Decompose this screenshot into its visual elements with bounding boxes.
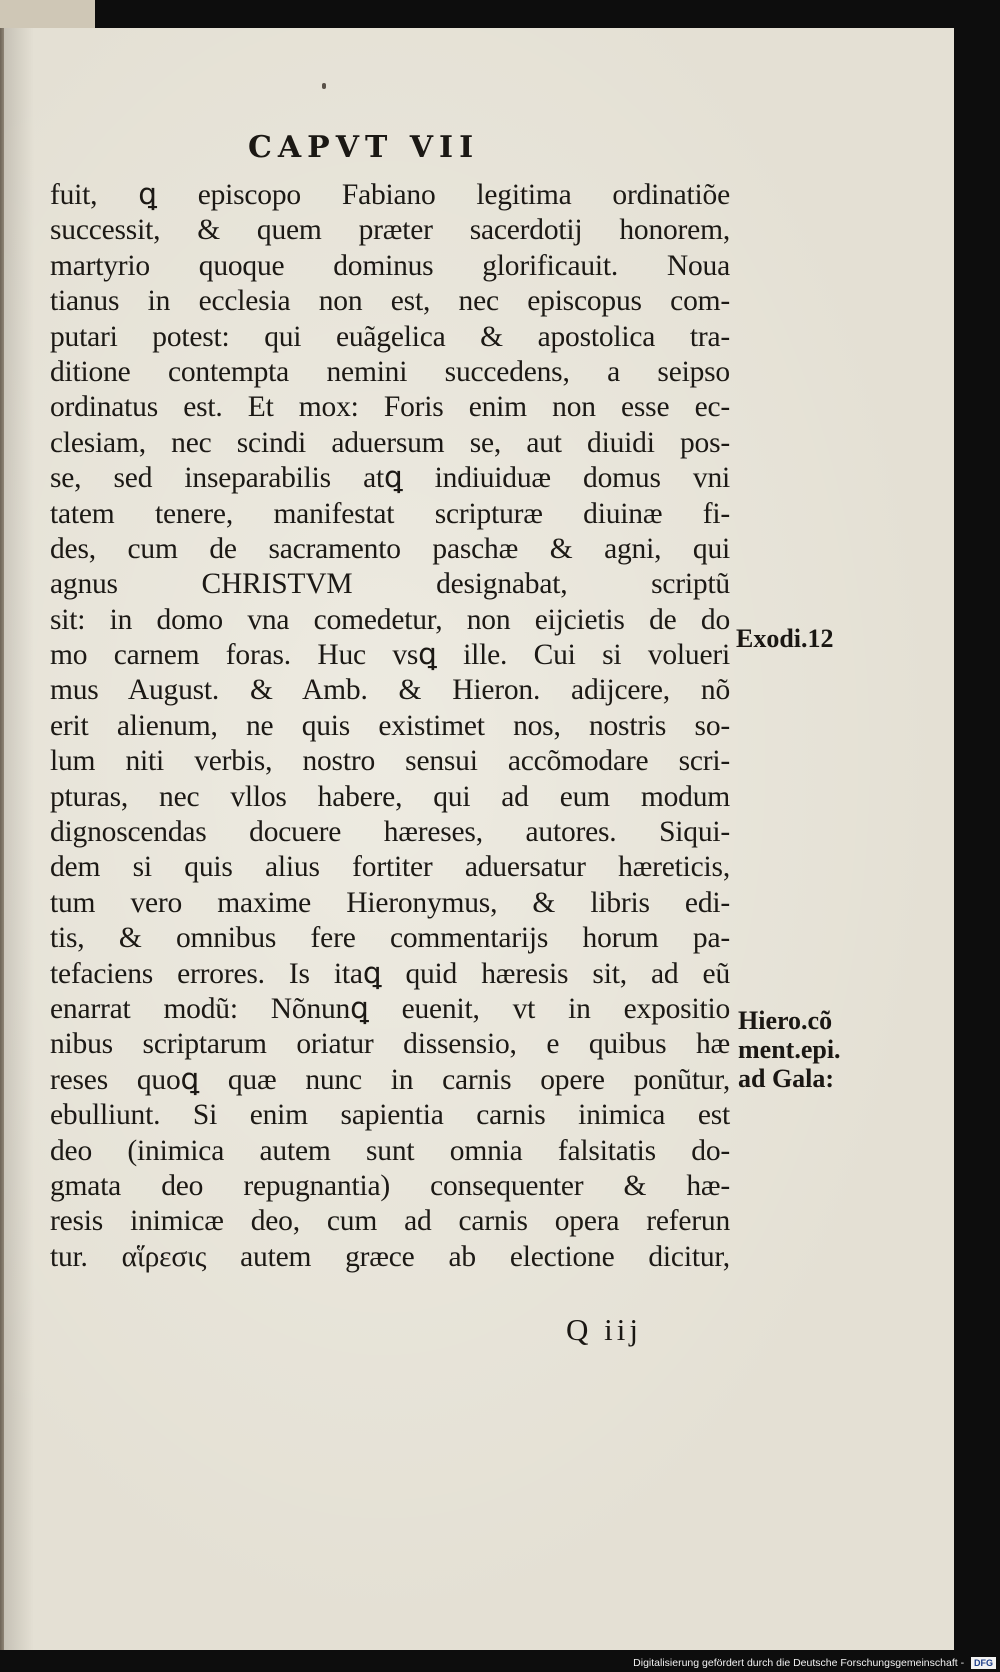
signature-mark: Q iij [566, 1312, 642, 1347]
marginal-note-line: ad Gala: [738, 1064, 835, 1093]
text-line: tur. αἵρεσις autem græce ab electione dicitur, [50, 1240, 730, 1273]
digitization-footer [627, 1654, 1000, 1672]
text-line: sit: in domo vna comedetur, non eijcietis de do [50, 603, 730, 636]
text-line: reses quoꝗ quæ nunc in carnis opere ponũtur, [50, 1063, 730, 1096]
text-line: se, sed inseparabilis atꝗ indiuiduæ domus vni [50, 462, 730, 495]
text-line: dem si quis alius fortiter aduersatur hæreticis, [50, 851, 730, 884]
show-through-text [128, 118, 138, 150]
marginal-note-line: Hiero.cõ [738, 1006, 833, 1035]
ink-mark [322, 83, 326, 89]
text-line: successit, & quem præter sacerdotij honorem, [50, 214, 730, 247]
text-line: tianus in ecclesia non est, nec episcopus com- [50, 285, 730, 318]
text-line: gmata deo repugnantia) consequenter & hæ- [50, 1169, 730, 1202]
text-line: pturas, nec vllos habere, qui ad eum modum [50, 780, 730, 813]
text-line: nibus scriptarum oriatur dissensio, e quibus hæ [50, 1028, 730, 1061]
text-line: tis, & omnibus fere commentarijs horum pa- [50, 922, 730, 955]
running-head: CAPVT VII [248, 130, 480, 165]
text-line: resis inimicæ deo, cum ad carnis opera referun [50, 1205, 730, 1238]
marginal-note-exodus: Exodi.12 [736, 624, 834, 653]
text-line: tefaciens errores. Is itaꝗ quid hæresis sit, ad eũ [50, 957, 730, 990]
text-line: mus August. & Amb. & Hieron. adijcere, nõ [50, 674, 730, 707]
dfg-logo-icon: DFG [971, 1657, 996, 1669]
footer-credit: Digitalisierung gefördert durch die Deutsche Forschungsgemeinschaft - [633, 1657, 965, 1669]
text-line: tatem tenere, manifestat scripturæ diuinæ fi- [50, 497, 730, 530]
text-line: ditione contempta nemini succedens, a seipso [50, 355, 730, 388]
text-line: putari potest: qui euãgelica & apostolica tra- [50, 320, 730, 353]
main-text-column [50, 178, 730, 1275]
marginal-note-line: ment.epi. [738, 1035, 841, 1064]
text-line: fuit, ꝗ episcopo Fabiano legitima ordinatiõe [50, 179, 730, 211]
text-line: martyrio quoque dominus glorificauit. Noua [50, 249, 730, 282]
marginal-note-hieronymus [738, 1006, 841, 1093]
text-line: clesiam, nec scindi aduersum se, aut diuidi pos- [50, 426, 730, 459]
text-line: lum niti verbis, nostro sensui accõmodare scri- [50, 745, 730, 778]
text-line: mo carnem foras. Huc vsꝗ ille. Cui si volueri [50, 639, 730, 672]
text-line: ordinatus est. Et mox: Foris enim non esse ec- [50, 391, 730, 424]
text-line: agnus CHRISTVM designabat, scriptũ [50, 568, 730, 601]
text-line: enarrat modũ: Nõnunꝗ euenit, vt in expositio [50, 992, 730, 1025]
text-line: dignoscendas docuere hæreses, autores. Siqui- [50, 816, 730, 849]
text-line: tum vero maxime Hieronymus, & libris edi- [50, 886, 730, 919]
text-line: ebulliunt. Si enim sapientia carnis inimica est [50, 1099, 730, 1132]
text-line: erit alienum, ne quis existimet nos, nostris so- [50, 709, 730, 742]
text-line: des, cum de sacramento paschæ & agni, qui [50, 532, 730, 565]
text-line: deo (inimica autem sunt omnia falsitatis do- [50, 1134, 730, 1167]
